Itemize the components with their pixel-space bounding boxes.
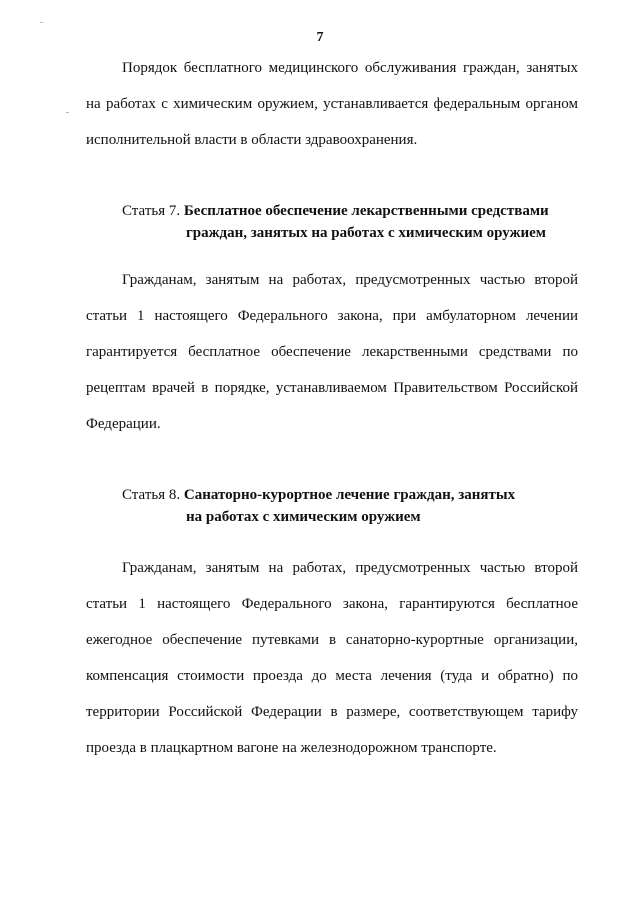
article-8-body: Гражданам, занятым на работах, предусмотренных частью второй статьи 1 настоящего Федерального закона, гарантируются бесплатное ежегодное обеспечение путевками в санаторно-курортные организации, компенсация стоимости проезда до места лечения (туда и обратно) по территории Российской Федерации в размере, соответствующем тарифу проезда в плацкартном вагоне на железнодорожном транспорте. bbox=[86, 560, 578, 756]
article-7-label: Статья 7. bbox=[122, 203, 181, 219]
article-8-title-line2: на работах с химическим оружием bbox=[186, 509, 421, 525]
article-7-heading bbox=[86, 200, 578, 244]
article-7-title-line2: граждан, занятых на работах с химическим оружием bbox=[186, 225, 546, 241]
page-number: 7 bbox=[316, 30, 324, 45]
article-7-body: Гражданам, занятым на работах, предусмотренных частью второй статьи 1 настоящего Федерального закона, при амбулаторном лечении гарантируется бесплатное обеспечение лекарственными средствами по рецептам врачей в порядке, устанавливаемом Правительством Российской Федерации. bbox=[86, 272, 578, 432]
article-8-heading bbox=[86, 484, 578, 528]
scan-speck bbox=[66, 112, 69, 113]
scan-speck bbox=[40, 22, 43, 23]
intro-paragraph: Порядок бесплатного медицинского обслуживания граждан, занятых на работах с химическим оружием, устанавливается федеральным органом исполнительной власти в области здравоохранения. bbox=[86, 60, 578, 148]
article-7-title-line1: Бесплатное обеспечение лекарственными средствами bbox=[183, 203, 549, 219]
article-8-label: Статья 8. bbox=[122, 487, 181, 503]
article-8-title-line1: Санаторно-курортное лечение граждан, занятых bbox=[183, 487, 516, 503]
